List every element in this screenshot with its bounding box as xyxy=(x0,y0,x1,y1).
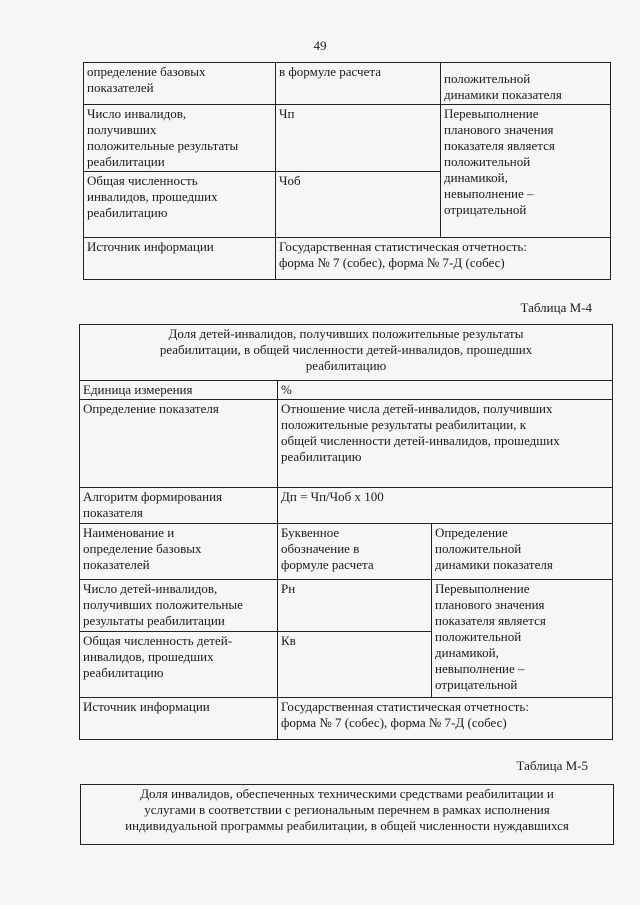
cell-definition-label: Определение показателя xyxy=(80,400,278,488)
cell-row-name: Общая численность детей- инвалидов, прошедших реабилитацию xyxy=(80,632,278,698)
table-m4 xyxy=(79,324,613,740)
table-m4-label: Таблица М-4 xyxy=(520,300,592,315)
cell-source-value: Государственная статистическая отчетность: форма № 7 (собес), форма № 7-Д (собес) xyxy=(278,698,613,740)
cell-row-name: Число инвалидов, получивших положительные результаты реабилитации xyxy=(84,105,276,172)
cell-symbol-header: в формуле расчета xyxy=(276,63,441,105)
cell-base-def: определение базовых показателей xyxy=(84,63,276,105)
cell-source-value: Государственная статистическая отчетность: форма № 7 (собес), форма № 7-Д (собес) xyxy=(276,238,611,280)
cell-source-label: Источник информации xyxy=(80,698,278,740)
cell-unit-label: Единица измерения xyxy=(80,381,278,400)
cell-dynamics-merged: Перевыполнение планового значения показателя является положительной динамикой, невыполнение – отрицательной xyxy=(432,580,613,698)
cell-algorithm-label: Алгоритм формирования показателя xyxy=(80,488,278,524)
cell-dynamics-merged: Перевыполнение планового значения показателя является положительной динамикой, невыполнение – отрицательной xyxy=(441,105,611,238)
table-m5-label: Таблица М-5 xyxy=(516,758,588,773)
cell-header-symbol: Буквенное обозначение в формуле расчета xyxy=(278,524,432,580)
table-m5-title: Доля инвалидов, обеспеченных техническими средствами реабилитации и услугами в соответствии с региональным перечнем в рамках исполнения индивидуальной программы реабилитации, в общей численности нуждавшихся xyxy=(81,785,614,845)
cell-unit-value: % xyxy=(278,381,613,400)
table-m4-title: Доля детей-инвалидов, получивших положительные результаты реабилитации, в общей численности детей-инвалидов, прошедших реабилитацию xyxy=(80,325,613,381)
cell-row-symbol: Чоб xyxy=(276,172,441,238)
cell-header-dynamics: Определение положительной динамики показателя xyxy=(432,524,613,580)
cell-source-label: Источник информации xyxy=(84,238,276,280)
cell-row-symbol: Рн xyxy=(278,580,432,632)
page-number: 49 xyxy=(313,38,327,53)
cell-dynamics-header: положительной динамики показателя xyxy=(441,63,611,105)
cell-header-name: Наименование и определение базовых показателей xyxy=(80,524,278,580)
cell-row-symbol: Чп xyxy=(276,105,441,172)
table-m5 xyxy=(80,784,614,845)
cell-algorithm-formula: Дп = Чп/Чоб х 100 xyxy=(278,488,613,524)
cell-row-name: Число детей-инвалидов, получивших положительные результаты реабилитации xyxy=(80,580,278,632)
cell-row-symbol: Кв xyxy=(278,632,432,698)
cell-row-name: Общая численность инвалидов, прошедших реабилитацию xyxy=(84,172,276,238)
cell-definition-value: Отношение числа детей-инвалидов, получивших положительные результаты реабилитации, к общей численности детей-инвалидов, прошедших реабилитацию xyxy=(278,400,613,488)
table-continuation xyxy=(83,62,611,280)
